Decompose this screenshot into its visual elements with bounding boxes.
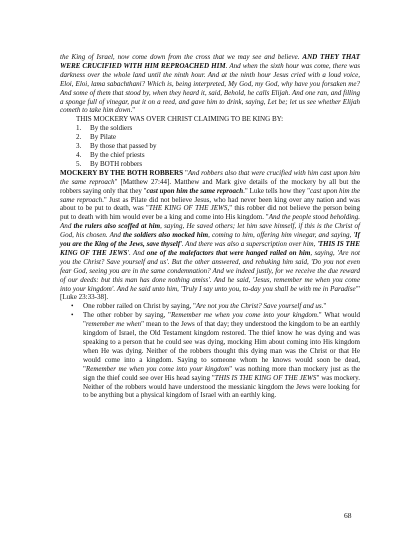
text-run: ." Luke tells how they " (243, 186, 311, 195)
text-run: '. And (127, 248, 147, 257)
reason-item (76, 124, 360, 133)
text-run (74, 222, 161, 230)
text-run: " mean to the Jews of that day; they understood the kingdom to be an earthly kingdom of Israel, the Old Testament kingdom restored. The thief know he was dying and was speaking to a person that he could see was dying, mocking Him about coming into His kingdom when He was dying. Neither of the robbers thought this dying man was the Christ or that He would come into a kingdom. Saying to someone whom he knows would soon be dead, " (83, 320, 360, 373)
robbers-mockery-paragraph (60, 169, 360, 303)
reason-text: By the soldiers (90, 124, 133, 133)
reason-number: 4. (76, 150, 82, 159)
text-run: ." What would " (83, 311, 360, 329)
reason-text: By those that passed by (90, 142, 157, 151)
text-run: , coming to him, offering him vinegar, and saying, ' (208, 231, 355, 240)
reason-number: 2. (76, 133, 82, 142)
reason-text: By the chief priests (90, 150, 145, 159)
text-run: THE KING OF THE JEWS (148, 204, 228, 213)
bullet-item (71, 302, 360, 311)
text-run: " [Matthew 27:44]. Matthew and Mark give details of the mockery by all but the robbers saying only that they " (60, 177, 360, 195)
text-run: And the people stood beholding. And (60, 213, 360, 231)
emphasis-text: the soldiers also mocked him (123, 231, 209, 240)
text-run: '. And there was also a superscription over him, ' (180, 240, 319, 249)
text-run: " was mockery. Neither of the robbers would have understood the messianic kingdom the Jews were looking for to be anything but a physical kingdom of Israel with an earthly king. (83, 373, 361, 400)
text-run: Are not you the Christ? Save yourself and us (195, 302, 322, 311)
bullet-item (71, 311, 361, 400)
text-run: , saying, He saved others; let him save himself, if this is the Christ of God, his chosen. And (60, 222, 361, 240)
mockery-heading: THIS MOCKERY WAS OVER CHRIST CLAIMING TO BE KING BY: (76, 115, 284, 124)
text-run: ." (130, 106, 136, 115)
emphasis-text: AND THEY THAT WERE CRUCIFIED WITH HIM REPROACHED HIM (60, 53, 360, 70)
text-run: . (297, 53, 303, 61)
text-run: the King of Israel, now come down from the cross that we may see and believe (60, 53, 298, 61)
text-run: MOCKERY BY THE BOTH ROBBERS (60, 168, 184, 177)
emphasis-text: the rulers also scoffed at him (73, 222, 161, 231)
text-run: , saying, 'Are not you the Christ? Save yourself and us'. But the other answered, and rebuking him said, 'Do you not even fear God, seeing you are in the same condemnation? And we indeed justly, for we receive the due reward of our deeds: but this man has done nothing amiss'. And he said, 'Jesus, remember me when you come into your kingdom'. And he said unto him, 'Truly I say unto you, to-day you shall be with me in Paradise' (60, 248, 360, 293)
bullet-icon: • (71, 302, 74, 311)
robbers-bullet-list (60, 302, 360, 400)
emphasis-text: cast upon him the same reproach (146, 186, 244, 195)
reason-item (76, 133, 360, 142)
text-run (147, 187, 244, 195)
mockery-reasons-list (60, 124, 360, 169)
text-run: Remember me when you come into your kingdom (170, 311, 317, 320)
emphasis-text: one of the malefactors that were hanged railed on him (146, 248, 311, 257)
text-run: remember me when (85, 320, 142, 329)
text-run (147, 249, 311, 257)
text-run: . And when the sixth hour was come, there was darkness over the whole land until the ninth hour. And at the ninth hour Jesus cried with a loud voice, Eloi, Eloi, lama sabachthani? Which is, being interpreted, My God, my God, why have you forsaken me? And some of them that stood by, when they heard it, said, Behold, he calls Elijah. And one ran, and filling a sponge full of vinegar, put it on a reed, and gave him to drink, saying, Let be; let us see whether Elijah cometh to take him down (60, 61, 360, 115)
bullet-text (83, 302, 326, 310)
text-run: The other robber by saying, " (83, 311, 171, 320)
text-run: ," this robber did not believe the person being put to death with him would ever be a king and come into His kingdom. " (60, 204, 360, 222)
reason-number: 3. (76, 142, 82, 151)
text-run: ." Just as Pilate did not believe Jesus, who had never been king over any nation and was about to be put to death, was " (60, 195, 360, 213)
bullet-icon: • (71, 311, 74, 320)
text-run: And robbers also that were crucified with him cast upon him the same reproach (60, 168, 360, 186)
reason-text: By BOTH robbers (90, 159, 143, 168)
page-number: 68 (344, 511, 352, 520)
text-run: ." (321, 302, 327, 311)
text-run: One robber railed on Christ by saying, " (83, 302, 196, 311)
reason-item (76, 159, 360, 169)
text-run: " was nothing more than mockery just as the sign the thief could see over His head saying " (83, 364, 361, 382)
reason-item (76, 142, 360, 151)
text-run (123, 231, 208, 239)
text-run: " [Luke 23:33-38]. (60, 284, 360, 302)
text-run: Remember me when you come into your kingdom (85, 364, 230, 373)
bullet-text (83, 311, 360, 399)
text-run: THIS IS THE KING OF THE JEWS (214, 373, 317, 382)
gospel-quote-paragraph (60, 53, 360, 115)
reason-number: 1. (76, 124, 82, 133)
reason-text: By Pilate (90, 133, 117, 142)
reason-number: 5. (76, 159, 82, 168)
emphasis-text: If you are the King of the Jews, save thyself (60, 231, 360, 249)
text-run: cast upon him the same reproach (60, 186, 360, 204)
emphasis-text: THIS IS THE KING OF THE JEWS (60, 240, 360, 257)
text-run: " (183, 168, 188, 177)
reason-item (76, 150, 360, 160)
